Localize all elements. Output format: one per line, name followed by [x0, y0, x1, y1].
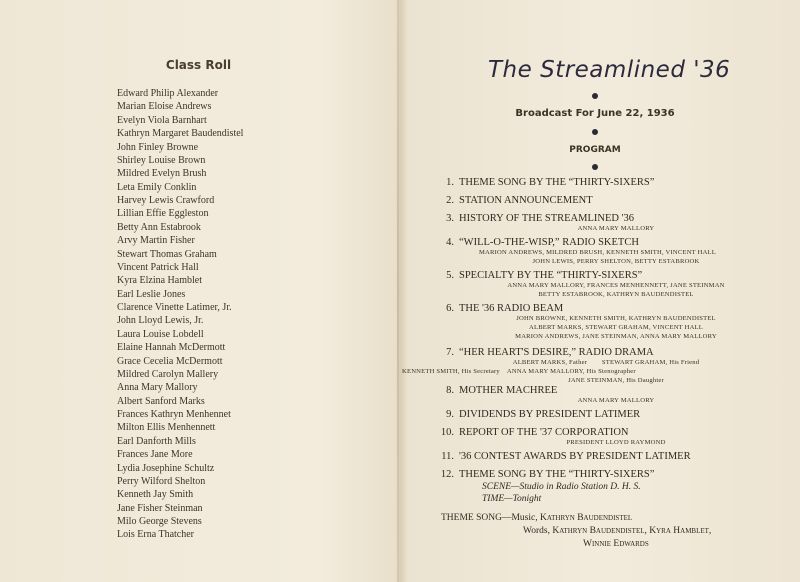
program-item-line [440, 427, 792, 438]
program-item-number: 8. [446, 385, 454, 396]
program-item-number: 7. [446, 347, 454, 358]
class-roll-name: Clarence Vinette Latimer, Jr. [117, 302, 232, 313]
program-item-line [440, 213, 792, 224]
class-roll-name: Evelyn Viola Barnhart [117, 114, 207, 126]
program-item [402, 347, 792, 385]
theme-song-words-label: Words, [523, 526, 550, 536]
program-heading: PROGRAM [569, 145, 621, 155]
class-roll-name: Frances Jane More [117, 449, 193, 461]
theme-song-composer: Kathryn Baudendistel [539, 513, 633, 523]
bullet-dot [592, 93, 598, 99]
class-roll-name: Lydia Josephine Schultz [117, 462, 215, 474]
program-item-line [440, 469, 792, 480]
theme-song-lyricist-2: Winnie Edwards [583, 539, 649, 549]
class-roll-name: Lois Erna Thatcher [117, 529, 195, 541]
program-item-performers: PRESIDENT LLOYD RAYMOND [566, 439, 666, 446]
program-item-title: MOTHER MACHREE [459, 385, 558, 396]
program-item-performers: ANNA MARY MALLORY, FRANCES MENHENNETT, JANE STEINMAN [507, 282, 725, 289]
class-roll-name: Elaine Hannah McDermott [117, 342, 226, 354]
program-item-title: REPORT OF THE '37 CORPORATION [459, 427, 629, 438]
class-roll-name: Lillian Effie Eggleston [117, 208, 209, 220]
program-item-line [440, 451, 792, 462]
program-item-number: 10. [440, 427, 454, 438]
class-roll-name: Jane Fisher Steinman [117, 502, 203, 514]
program-item-line [440, 237, 792, 248]
program-item-number: 4. [446, 237, 454, 248]
program-item-performers: JANE STEINMAN, His Daughter [568, 377, 664, 384]
class-roll-name: Leta Emily Conklin [117, 181, 197, 193]
class-roll-name: Anna Mary Mallory [117, 382, 198, 394]
program-item-title: THE '36 RADIO BEAM [459, 303, 564, 314]
program-item-performers: ANNA MARY MALLORY [577, 225, 655, 232]
page-fold [397, 0, 399, 582]
class-roll-name: Kyra Elzina Hamblet [117, 275, 202, 287]
program-item-line [440, 195, 792, 206]
class-roll-name: Earl Danforth Mills [117, 435, 196, 447]
program-item-number: 1. [446, 177, 454, 188]
class-roll-name: Frances Kathryn Menhennet [117, 409, 231, 420]
class-roll-name: Mildred Evelyn Brush [117, 168, 207, 180]
program-item-title: DIVIDENDS BY PRESIDENT LATIMER [459, 409, 641, 420]
program-item [440, 451, 792, 462]
class-roll-name: Mildred Carolyn Mallery [117, 368, 219, 380]
program-item-line [440, 177, 792, 188]
program-item-number: 11. [441, 451, 454, 462]
class-roll-name: John Lloyd Lewis, Jr. [117, 315, 204, 327]
program-item-performers: ALBERT MARKS, STEWART GRAHAM, VINCENT HALL [529, 324, 703, 331]
class-roll-name: Milton Ellis Menhennett [117, 422, 216, 434]
program-item-title: STATION ANNOUNCEMENT [459, 195, 593, 206]
class-roll-name: Arvy Martin Fisher [117, 235, 195, 247]
left-page [0, 0, 397, 582]
program-item-number: 2. [446, 195, 454, 206]
program-item [440, 177, 792, 188]
program-item [440, 195, 792, 206]
class-roll-name: Grace Cecelia McDermott [117, 355, 223, 367]
program-item-line [440, 303, 792, 314]
program-item-line [440, 385, 792, 396]
class-roll-name: John Finley Browne [117, 141, 199, 153]
class-roll-name: Harvey Lewis Crawford [117, 195, 215, 206]
class-roll-name: Perry Wilford Shelton [117, 475, 206, 487]
program-item [440, 213, 792, 233]
broadcast-date: Broadcast For June 22, 1936 [515, 108, 675, 119]
theme-song-credits [441, 512, 791, 551]
class-roll-name: Albert Sanford Marks [117, 395, 205, 407]
program-item-number: 5. [446, 270, 454, 281]
program-item [440, 270, 792, 299]
class-roll-name: Earl Leslie Jones [117, 288, 186, 300]
class-roll-name: Edward Philip Alexander [117, 88, 219, 99]
program-item-performers: ANNA MARY MALLORY [577, 397, 655, 404]
program-item-performers: MARION ANDREWS, MILDRED BRUSH, KENNETH SMITH, VINCENT HALL [478, 249, 716, 256]
program-item-number: 3. [446, 213, 454, 224]
class-roll-name: Milo George Stevens [117, 516, 202, 527]
program-item [440, 237, 792, 266]
program-item-number: 6. [446, 303, 454, 314]
class-roll-name: Kathryn Margaret Baudendistel [117, 128, 244, 140]
class-roll-title: Class Roll [165, 58, 232, 72]
program-item [440, 409, 792, 420]
bullet-dot [592, 129, 598, 135]
class-roll-name: Shirley Louise Brown [117, 154, 206, 166]
program-item-performers: ALBERT MARKS, Father STEWART GRAHAM, His Friend [512, 359, 700, 366]
program-item-line [440, 347, 792, 358]
program-item-title: THEME SONG BY THE “THIRTY-SIXERS” [459, 177, 655, 188]
program-item-line [440, 270, 792, 281]
theme-song-lyricists: Kathryn Baudendistel, Kyra Hamblet, [552, 526, 712, 536]
program-item-title: '36 CONTEST AWARDS BY PRESIDENT LATIMER [459, 451, 691, 462]
program-item-number: 9. [446, 409, 454, 420]
class-roll-name: Betty Ann Estabrook [117, 221, 201, 233]
right-page [400, 0, 800, 582]
theme-song-music-label: THEME SONG—Music, [441, 513, 538, 523]
program-item [440, 303, 792, 341]
program-item [440, 385, 792, 405]
program-item-title: SPECIALTY BY THE “THIRTY-SIXERS” [459, 270, 643, 281]
time-note: TIME—Tonight [482, 494, 542, 504]
program-item-title: HISTORY OF THE STREAMLINED '36 [459, 213, 634, 224]
program-item-performers: MARION ANDREWS, JANE STEINMAN, ANNA MARY MALLORY [515, 333, 717, 340]
scene-note: SCENE—Studio in Radio Station D. H. S. [482, 482, 641, 492]
class-roll-name: Vincent Patrick Hall [117, 261, 199, 273]
program-item [440, 427, 792, 447]
program-item-performers: KENNETH SMITH, His Secretary ANNA MARY MALLORY, His Stenographer [402, 368, 636, 375]
class-roll-list [117, 87, 243, 542]
program-item-performers: JOHN BROWNE, KENNETH SMITH, KATHRYN BAUDENDISTEL [516, 315, 716, 322]
class-roll-name: Kenneth Jay Smith [117, 489, 194, 501]
program-item-performers: BETTY ESTABROOK, KATHRYN BAUDENDISTEL [538, 291, 694, 298]
program-item-title: “WILL-O-THE-WISP,” RADIO SKETCH [459, 237, 639, 248]
program-item-performers: JOHN LEWIS, PERRY SHELTON, BETTY ESTABROOK [532, 258, 700, 265]
class-roll-name: Marian Eloise Andrews [117, 101, 212, 113]
program-item [440, 469, 792, 505]
class-roll-name: Stewart Thomas Graham [117, 248, 217, 260]
program-title: The Streamlined '36 [488, 57, 731, 83]
bullet-dot [592, 164, 598, 170]
program-item-title: THEME SONG BY THE “THIRTY-SIXERS” [459, 469, 655, 480]
program-item-title: “HER HEART'S DESIRE,” RADIO DRAMA [459, 347, 654, 358]
program-item-line [440, 409, 792, 420]
program-item-number: 12. [440, 469, 454, 480]
class-roll-name: Laura Louise Lobdell [117, 328, 204, 340]
